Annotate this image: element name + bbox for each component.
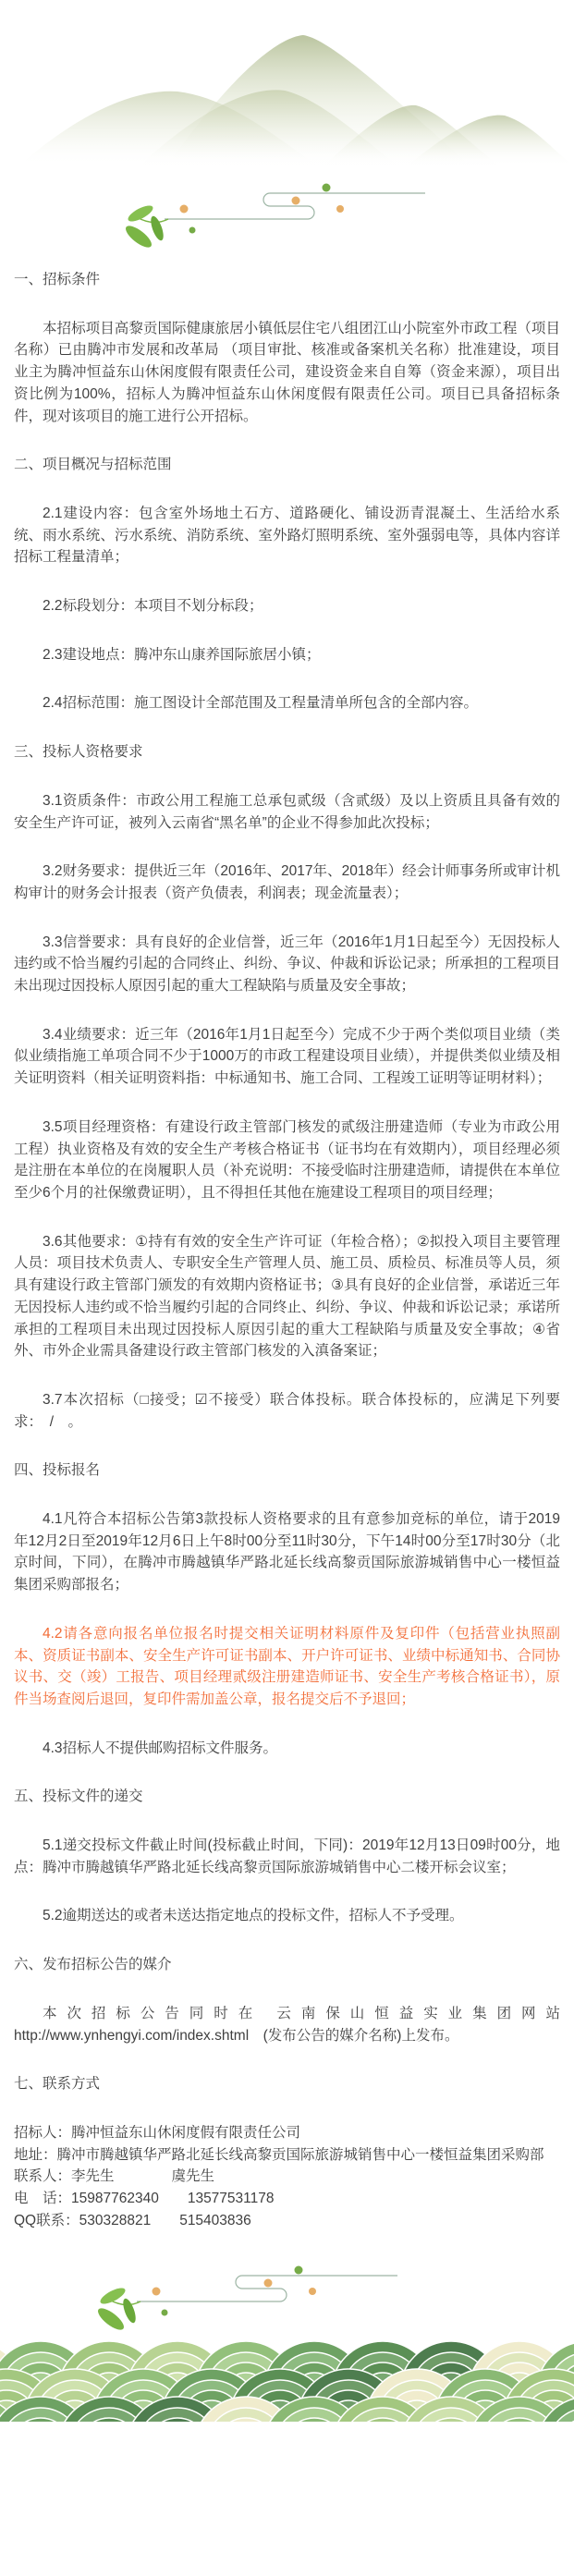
clause-5-2-overdue: 5.2逾期送达的或者未送达指定地点的投标文件，招标人不予受理。: [43, 1908, 464, 1924]
clause-3-1-qualification: 3.1资质条件：市政公用工程施工总承包贰级（含贰级）及以上资质且具备有效的安全生产许可证，被列入云南省“黑名单”的企业不得参加此次投标；: [14, 792, 560, 831]
clause-3-7-consortium: 3.7本次招标（□接受；☑不接受）联合体投标。联合体投标的，应满足下列要求： / 。: [14, 1391, 560, 1430]
cloud-leaf-divider-top: [0, 166, 574, 263]
wave-pattern: [0, 2341, 574, 2422]
clause-2-3-location: 2.3建设地点：腾冲东山康养国际旅居小镇；: [43, 646, 321, 663]
clause-3-5-project-manager: 3.5项目经理资格：有建设行政主管部门核发的贰级注册建造师（专业为市政公用工程）执业资格及有效的安全生产考核合格证书（证书均在有效期内），项目经理必须是注册在本单位的在岗履职人员（补充说明：不接受临时注册建造师，请提供在本单位至少6个月的社保缴费证明），且不得担任其他在施建设工程项目的项目经理；: [14, 1118, 560, 1201]
clause-3-2-finance: 3.2财务要求：提供近三年（2016年、2017年、2018年）经会计师事务所或审计机构审计的财务会计报表（资产负债表，利润表；现金流量表）；: [14, 863, 560, 901]
heading-5-bid-submission: 五、投标文件的递交: [14, 1789, 143, 1805]
heading-4-registration: 四、投标报名: [14, 1462, 101, 1479]
heading-7-contact: 七、联系方式: [14, 2076, 101, 2093]
clause-3-6-other-requirements: 3.6其他要求：①持有有效的安全生产许可证（年检合格）；②拟投入项目主要管理人员：项目技术负责人、专职安全生产管理人员、施工员、质检员、标准员等人员，须具有建设行政主管部门颁发的有效期内资格证书；③具有良好的企业信誉，承诺近三年无因投标人违约或不恰当履约引起的合同终止、纠纷、争议、仲裁和诉讼记录；承诺所承担的工程项目未出现过因投标人原因引起的重大工程缺陷与质量及安全事故；④省外、市外企业需具备建设行政主管部门核发的入滇备案证；: [14, 1233, 560, 1360]
clause-3-4-performance: 3.4业绩要求：近三年（2016年1月1日起至今）完成不少于两个类似项目业绩（类似业绩指施工单项合同不少于1000万的市政工程建设项目业绩），并提供类似业绩及相关证明资料（相关证明资料指：中标通知书、施工合同、工程竣工证明等证明材料）；: [14, 1026, 560, 1087]
contact-qq: QQ联系：530328821 515403836: [14, 2212, 251, 2228]
clause-2-2-section-division: 2.2标段划分：本项目不划分标段；: [43, 598, 263, 615]
contact-tenderee: 招标人：腾冲恒益东山休闲度假有限责任公司: [14, 2124, 301, 2141]
mountain-illustration: [0, 0, 574, 166]
clause-4-3-no-mail-service: 4.3招标人不提供邮购招标文件服务。: [43, 1740, 278, 1756]
heading-6-announcement-media: 六、发布招标公告的媒介: [14, 1957, 172, 1973]
clause-1-intro: 本招标项目高黎贡国际健康旅居小镇低层住宅八组团江山小院室外市政工程（项目名称）已由腾冲市发展和改革局 （项目审批、核准或备案机关名称）批准建设，项目业主为腾冲恒益东山休闲度假有限责任公司，建设资金来自自筹（资金来源），项目出资比例为100%，招标人为腾冲恒益东山休闲度假有限责任公司。项目已具备招标条件，现对该项目的施工进行公开招标。: [14, 320, 560, 424]
clause-2-1-construction-content: 2.1建设内容：包含室外场地土石方、道路硬化、铺设沥青混凝土、生活给水系统、雨水系统、污水系统、消防系统、室外路灯照明系统、室外强弱电等，具体内容详招标工程量清单；: [14, 505, 560, 566]
cloud-leaf-divider-bottom: [0, 2244, 574, 2341]
clause-4-2-materials-highlighted: 4.2请各意向报名单位报名时提交相关证明材料原件及复印件（包括营业执照副本、资质证书副本、安全生产许可证书副本、开户许可证书、业绩中标通知书、合同协议书、交（竣）工报告、项目经理贰级注册建造师证书、安全生产考核合格证书），原件当场查阅后退回，复印件需加盖公章，报名提交后不予退回；: [14, 1625, 560, 1707]
announcement-body: [0, 263, 574, 2244]
contact-address: 地址：腾冲市腾越镇华严路北延长线高黎贡国际旅游城销售中心一楼恒益集团采购部: [14, 2146, 544, 2163]
clause-2-4-scope: 2.4招标范围：施工图设计全部范围及工程量清单所包含的全部内容。: [43, 695, 479, 712]
clause-5-1-deadline: 5.1递交投标文件截止时间(投标截止时间，下同)：2019年12月13日09时00分，地点：腾冲市腾越镇华严路北延长线高黎贡国际旅游城销售中心二楼开标会议室；: [14, 1837, 560, 1875]
heading-3-bidder-qualifications: 三、投标人资格要求: [14, 744, 143, 761]
contact-persons: 联系人：李先生 虞先生: [14, 2168, 215, 2185]
clause-4-1-registration-time: 4.1凡符合本招标公告第3款投标人资格要求的且有意参加竞标的单位，请于2019年12月2日至2019年12月6日上午8时00分至11时30分，下午14时00分至17时30分（北京时间，下同），在腾冲市腾越镇华严路北延长线高黎贡国际旅游城销售中心一楼恒益集团采购部报名；: [14, 1511, 560, 1593]
clause-6-media-body: 本次招标公告同时在 云南保山恒益实业集团网站 http://www.ynhengyi.com/index.shtml (发布公告的媒介名称)上发布。: [14, 2005, 560, 2044]
heading-2-project-overview: 二、项目概况与招标范围: [14, 457, 172, 473]
contact-phones: 电 话：15987762340 13577531178: [14, 2191, 275, 2207]
clause-3-3-reputation: 3.3信誉要求：具有良好的企业信誉，近三年（2016年1月1日起至今）无因投标人违约或不恰当履约引起的合同终止、纠纷、争议、仲裁和诉讼记录；所承担的工程项目未出现过因投标人原因引起的重大工程缺陷与质量及安全事故；: [14, 934, 560, 995]
heading-1-tender-conditions: 一、招标条件: [14, 272, 101, 287]
